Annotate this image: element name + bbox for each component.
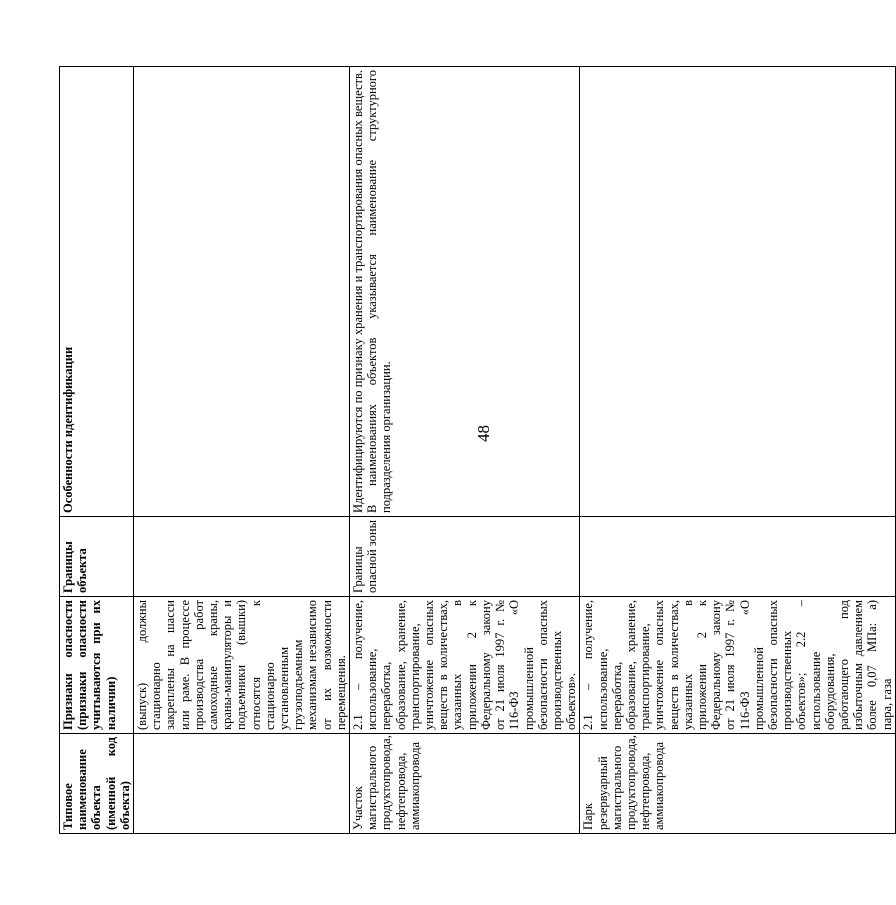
- cell-object-type: Участок магистрального продуктопровода, нефтепровода, аммиакопровода: [350, 734, 580, 834]
- cell-identification: [580, 67, 895, 517]
- cell-object-type: [134, 734, 350, 834]
- page-number: 48: [474, 425, 493, 442]
- header-object-type: Типовое наименование объекта (именной код объекта): [60, 734, 134, 834]
- cell-identification: [134, 67, 350, 517]
- cell-hazard-signs: 2.1 – получение, использование, переработка, образование, хранение, транспортирование, уничтожение опасных веществ в количествах, указанных в приложении 2 к Федеральному закону от 21 июля 1997 г. № 116-ФЗ «О промышленной безопасности опасных производственных объектов».: [350, 597, 580, 734]
- table-row: [134, 67, 350, 834]
- cell-identification: Идентифицируются по признаку хранения и транспортирования опасных веществ. В наименованиях объектов указывается наименование структурного подразделения организации.: [350, 67, 580, 517]
- cell-boundaries: [134, 517, 350, 597]
- table-row: [580, 67, 895, 834]
- cell-object-type: Парк резервуарный магистрального продуктопровода, нефтепровода, аммиакопровода: [580, 734, 895, 834]
- table-row: [350, 67, 580, 834]
- header-boundaries: Границы объекта: [60, 517, 134, 597]
- cell-boundaries: Границы опасной зоны: [350, 517, 580, 597]
- header-identification: Особенности идентификации: [60, 67, 134, 517]
- identification-table: [59, 66, 896, 834]
- cell-hazard-signs: (выпуск) должны стационарно закреплены на шасси или раме. В процессе производства работ самоходные краны, краны-манипуляторы и подъемники (вышки) относятся к стационарно установленным грузоподъемным механизмам независимо от их возможности перемещения.: [134, 597, 350, 734]
- header-hazard-signs: Признаки опасности (признаки опасности учитываются при их наличии): [60, 597, 134, 734]
- cell-boundaries: [580, 517, 895, 597]
- cell-hazard-signs: 2.1 – получение, использование, переработка, образование, хранение, транспортирование, уничтожение опасных веществ в количествах, указанных в приложении 2 к Федеральному закону от 21 июля 1997 г. № 116-ФЗ «О промышленной безопасности опасных производственных объектов»; 2.2 – использование оборудования, работающего под избыточным давлением более 0,07 МПа: а) пара, газа: [580, 597, 895, 734]
- table-row: [60, 67, 134, 834]
